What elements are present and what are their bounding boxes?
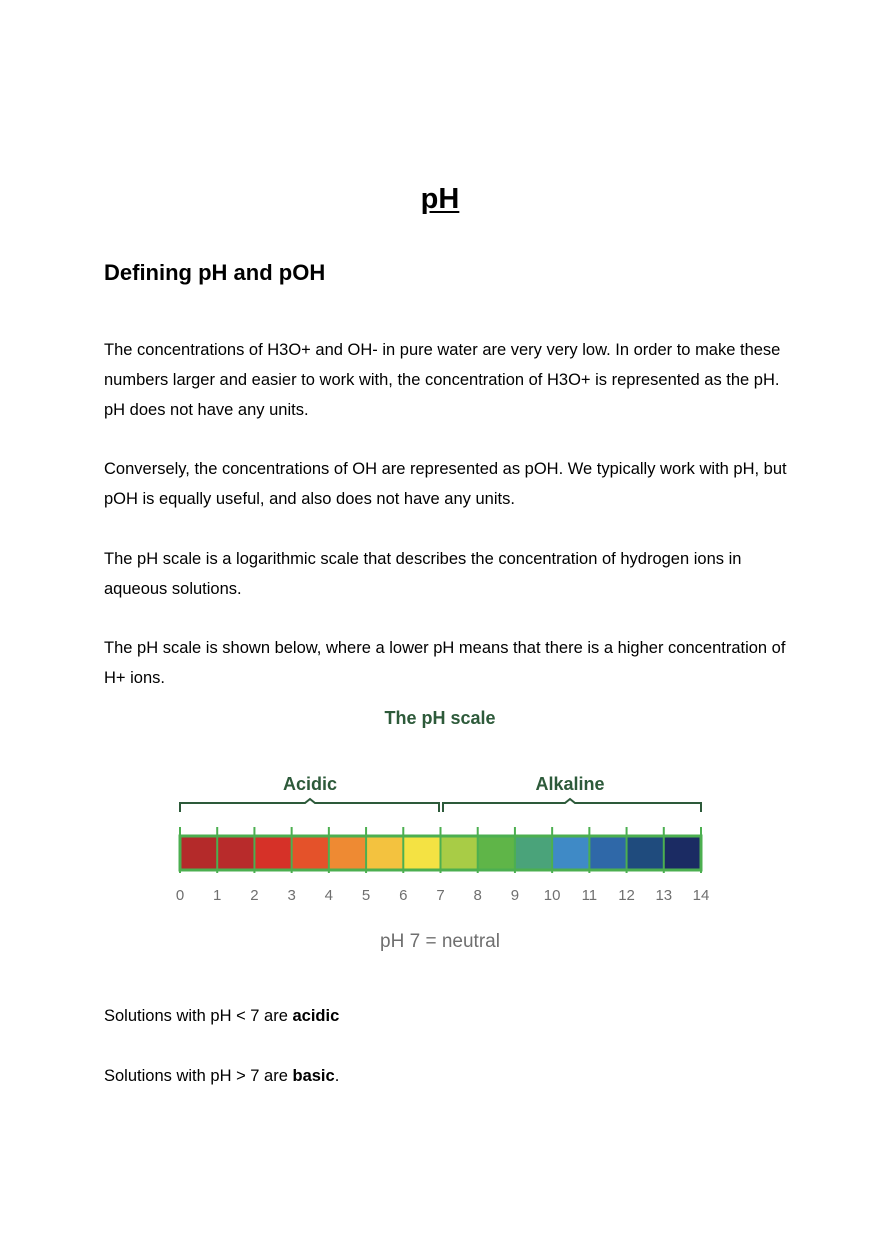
section-heading: Defining pH and pOH <box>104 260 326 285</box>
basic-statement <box>104 1061 794 1091</box>
acidic-statement-prefix: Solutions with pH < 7 are <box>104 1007 293 1025</box>
acidic-label: Acidic <box>282 774 338 794</box>
ph-segment-3 <box>292 836 330 870</box>
ph-tick-label-11: 11 <box>581 887 598 904</box>
ph-scale-figure <box>160 700 720 960</box>
ph-segment-5 <box>366 836 404 870</box>
ph-segment-1 <box>217 836 255 870</box>
ph-segment-10 <box>552 836 590 870</box>
ph-tick-label-9: 9 <box>510 887 520 904</box>
acidic-bracket <box>180 799 439 812</box>
ph-segment-6 <box>403 836 441 870</box>
ph-segment-0 <box>180 836 218 870</box>
ph-tick-label-14: 14 <box>692 887 710 904</box>
acidic-statement <box>104 1001 794 1031</box>
neutral-caption: pH 7 = neutral <box>380 931 500 952</box>
ph-tick-label-0: 0 <box>175 887 185 904</box>
ph-tick-label-13: 13 <box>655 887 673 904</box>
basic-statement-prefix: Solutions with pH > 7 are <box>104 1067 293 1085</box>
ph-segment-8 <box>478 836 516 870</box>
ph-tick-label-1: 1 <box>213 887 222 904</box>
ph-tick-label-10: 10 <box>543 887 561 904</box>
ph-tick-label-8: 8 <box>473 887 482 904</box>
paragraph-scale-intro: The pH scale is shown below, where a lower pH means that there is a higher concentration of H+ ions. <box>104 639 786 687</box>
ph-segment-2 <box>254 836 292 870</box>
ph-tick-label-5: 5 <box>361 887 371 904</box>
ph-segment-12 <box>627 836 665 870</box>
page-title: pH <box>420 183 460 215</box>
alkaline-label: Alkaline <box>535 774 605 794</box>
ph-segment-7 <box>441 836 479 870</box>
basic-term: basic <box>292 1067 335 1085</box>
figure-title: The pH scale <box>384 708 496 728</box>
ph-segment-11 <box>589 836 627 870</box>
acidic-term: acidic <box>292 1007 340 1025</box>
ph-tick-label-3: 3 <box>287 887 296 904</box>
alkaline-bracket <box>443 799 701 812</box>
ph-tick-label-6: 6 <box>399 887 408 904</box>
paragraph-concentrations: The concentrations of H3O+ and OH- in pure water are very very low. In order to make these numbers larger and easier to work with, the concentration of H3O+ is represented as the pH. pH does not have any units. <box>104 341 781 419</box>
ph-tick-label-7: 7 <box>436 887 445 904</box>
paragraph-poh: Conversely, the concentrations of OH are represented as pOH. We typically work with pH, but pOH is equally useful, and also does not have any units. <box>104 460 787 508</box>
basic-statement-suffix: . <box>334 1067 340 1085</box>
ph-segment-4 <box>329 836 367 870</box>
ph-segment-9 <box>515 836 553 870</box>
ph-tick-label-2: 2 <box>250 887 259 904</box>
paragraph-log-scale: The pH scale is a logarithmic scale that describes the concentration of hydrogen ions in aqueous solutions. <box>104 550 742 598</box>
ph-segment-13 <box>664 836 702 870</box>
ph-tick-label-12: 12 <box>618 887 635 904</box>
ph-tick-label-4: 4 <box>324 887 334 904</box>
